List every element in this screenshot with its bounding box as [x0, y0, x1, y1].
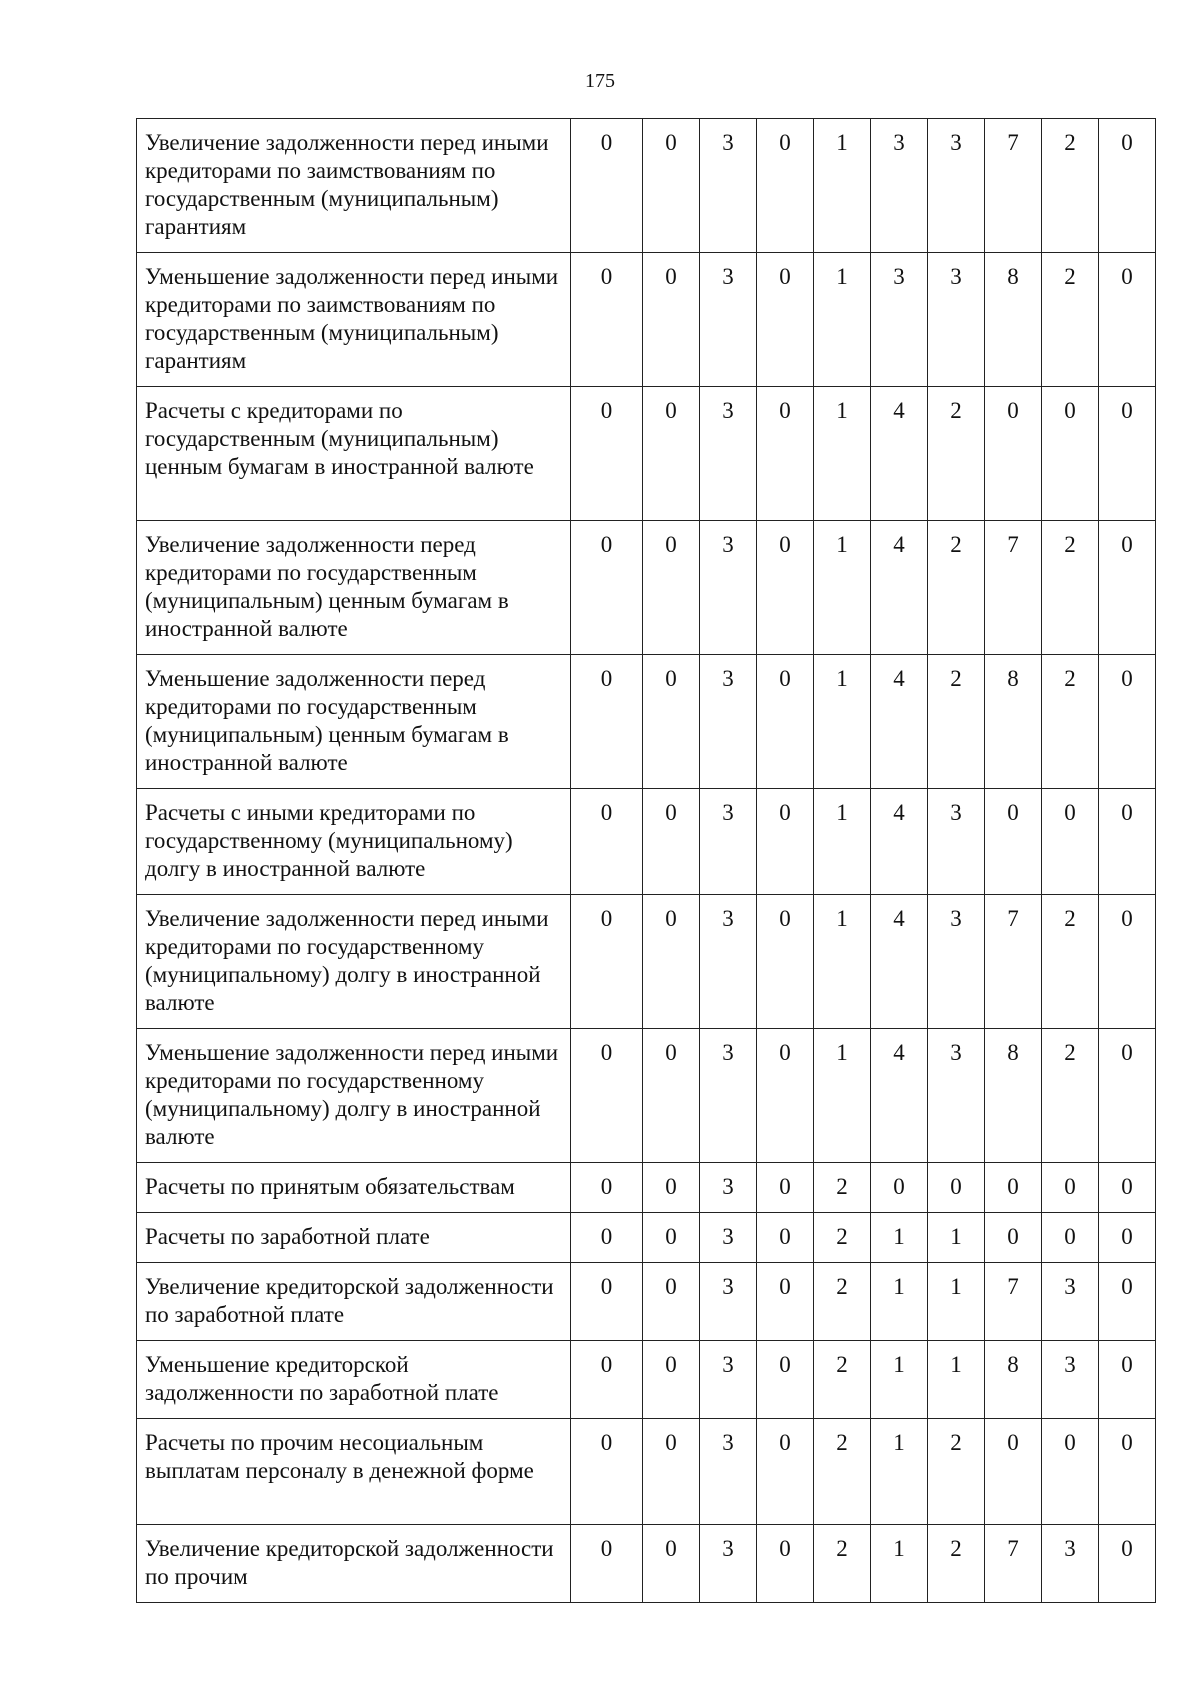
code-digit: 0	[1099, 895, 1156, 1029]
code-digit: 0	[1099, 521, 1156, 655]
code-digit: 0	[571, 1213, 643, 1263]
code-digit: 0	[1099, 1163, 1156, 1213]
code-digit: 0	[985, 1419, 1042, 1525]
code-digit: 2	[928, 1525, 985, 1603]
code-digit: 3	[700, 1341, 757, 1419]
row-description: Уменьшение задолженности перед иными кредиторами по государственному (муниципальному) долгу в иностранной валюте	[137, 1029, 571, 1163]
code-digit: 1	[928, 1341, 985, 1419]
code-digit: 7	[985, 1263, 1042, 1341]
code-digit: 2	[814, 1525, 871, 1603]
code-digit: 0	[643, 1341, 700, 1419]
code-digit: 0	[643, 119, 700, 253]
code-digit: 0	[1099, 1341, 1156, 1419]
code-digit: 1	[871, 1213, 928, 1263]
code-digit: 4	[871, 655, 928, 789]
row-description: Расчеты с кредиторами по государственным (муниципальным) ценным бумагам в иностранной валюте	[137, 387, 571, 521]
code-digit: 0	[571, 1263, 643, 1341]
code-digit: 0	[643, 521, 700, 655]
code-digit: 2	[814, 1341, 871, 1419]
table-row	[137, 1525, 1156, 1603]
code-digit: 2	[814, 1163, 871, 1213]
code-digit: 1	[814, 1029, 871, 1163]
code-digit: 0	[643, 1213, 700, 1263]
code-digit: 0	[571, 1525, 643, 1603]
table-row	[137, 895, 1156, 1029]
code-digit: 0	[1099, 119, 1156, 253]
account-codes-table	[136, 118, 1156, 1603]
table-row	[137, 655, 1156, 789]
code-digit: 0	[643, 1419, 700, 1525]
code-digit: 8	[985, 655, 1042, 789]
row-description: Увеличение задолженности перед иными кредиторами по заимствованиям по государственным (муниципальным) гарантиям	[137, 119, 571, 253]
code-digit: 0	[1042, 1213, 1099, 1263]
code-digit: 3	[700, 1213, 757, 1263]
code-digit: 2	[1042, 655, 1099, 789]
code-digit: 2	[928, 1419, 985, 1525]
table-row	[137, 1419, 1156, 1525]
table-row	[137, 1163, 1156, 1213]
code-digit: 0	[1099, 387, 1156, 521]
table-row	[137, 119, 1156, 253]
code-digit: 0	[643, 789, 700, 895]
code-digit: 2	[1042, 119, 1099, 253]
code-digit: 0	[571, 1163, 643, 1213]
code-digit: 0	[1099, 1029, 1156, 1163]
code-digit: 2	[1042, 521, 1099, 655]
code-digit: 0	[1042, 1163, 1099, 1213]
code-digit: 0	[928, 1163, 985, 1213]
code-digit: 1	[814, 895, 871, 1029]
code-digit: 0	[643, 895, 700, 1029]
page-number: 175	[585, 70, 615, 92]
code-digit: 3	[700, 1029, 757, 1163]
code-digit: 2	[1042, 895, 1099, 1029]
code-digit: 3	[700, 253, 757, 387]
code-digit: 0	[757, 253, 814, 387]
code-digit: 0	[571, 655, 643, 789]
code-digit: 0	[1042, 789, 1099, 895]
code-digit: 0	[1099, 1419, 1156, 1525]
table-row	[137, 1213, 1156, 1263]
code-digit: 0	[1099, 253, 1156, 387]
code-digit: 0	[1042, 1419, 1099, 1525]
table-row	[137, 1341, 1156, 1419]
code-digit: 0	[571, 1419, 643, 1525]
row-description: Уменьшение задолженности перед иными кредиторами по заимствованиям по государственным (муниципальным) гарантиям	[137, 253, 571, 387]
code-digit: 1	[814, 655, 871, 789]
code-digit: 7	[985, 895, 1042, 1029]
code-digit: 2	[814, 1263, 871, 1341]
code-digit: 0	[571, 789, 643, 895]
code-digit: 3	[700, 1419, 757, 1525]
code-digit: 3	[871, 119, 928, 253]
row-description: Расчеты по принятым обязательствам	[137, 1163, 571, 1213]
code-digit: 3	[1042, 1341, 1099, 1419]
code-digit: 0	[757, 655, 814, 789]
table-row	[137, 1029, 1156, 1163]
code-digit: 1	[928, 1263, 985, 1341]
code-digit: 3	[928, 119, 985, 253]
code-digit: 3	[700, 1263, 757, 1341]
code-digit: 0	[643, 253, 700, 387]
row-description: Уменьшение задолженности перед кредиторами по государственным (муниципальным) ценным бумагам в иностранной валюте	[137, 655, 571, 789]
code-digit: 3	[700, 521, 757, 655]
code-digit: 3	[700, 387, 757, 521]
code-digit: 0	[571, 253, 643, 387]
code-digit: 3	[700, 895, 757, 1029]
code-digit: 0	[643, 1163, 700, 1213]
row-description: Уменьшение кредиторской задолженности по заработной плате	[137, 1341, 571, 1419]
code-digit: 3	[700, 1525, 757, 1603]
code-digit: 0	[757, 1525, 814, 1603]
code-digit: 0	[757, 387, 814, 521]
code-digit: 1	[928, 1213, 985, 1263]
code-digit: 8	[985, 1029, 1042, 1163]
code-digit: 3	[700, 789, 757, 895]
code-digit: 4	[871, 387, 928, 521]
row-description: Расчеты по прочим несоциальным выплатам персоналу в денежной форме	[137, 1419, 571, 1525]
code-digit: 3	[871, 253, 928, 387]
code-digit: 8	[985, 1341, 1042, 1419]
code-digit: 3	[928, 895, 985, 1029]
table-row	[137, 789, 1156, 895]
code-digit: 3	[1042, 1263, 1099, 1341]
code-digit: 4	[871, 895, 928, 1029]
code-digit: 0	[571, 119, 643, 253]
code-digit: 0	[1042, 387, 1099, 521]
code-digit: 7	[985, 521, 1042, 655]
code-digit: 2	[928, 655, 985, 789]
code-digit: 7	[985, 119, 1042, 253]
code-digit: 0	[871, 1163, 928, 1213]
code-digit: 0	[757, 1263, 814, 1341]
code-digit: 0	[643, 1263, 700, 1341]
code-digit: 2	[1042, 1029, 1099, 1163]
code-digit: 0	[985, 1163, 1042, 1213]
code-digit: 0	[571, 387, 643, 521]
code-digit: 0	[757, 1163, 814, 1213]
code-digit: 4	[871, 1029, 928, 1163]
table-row	[137, 1263, 1156, 1341]
code-digit: 0	[757, 1213, 814, 1263]
table-body	[137, 119, 1156, 1603]
table-row	[137, 253, 1156, 387]
code-digit: 0	[1099, 1263, 1156, 1341]
code-digit: 3	[1042, 1525, 1099, 1603]
code-digit: 2	[814, 1419, 871, 1525]
code-digit: 0	[643, 1029, 700, 1163]
code-digit: 3	[700, 655, 757, 789]
row-description: Увеличение кредиторской задолженности по прочим	[137, 1525, 571, 1603]
code-digit: 1	[871, 1263, 928, 1341]
code-digit: 0	[1099, 1525, 1156, 1603]
code-digit: 0	[571, 521, 643, 655]
code-digit: 2	[928, 521, 985, 655]
code-digit: 1	[871, 1341, 928, 1419]
code-digit: 0	[757, 789, 814, 895]
table-row	[137, 521, 1156, 655]
code-digit: 1	[814, 521, 871, 655]
code-digit: 0	[571, 895, 643, 1029]
code-digit: 0	[985, 387, 1042, 521]
code-digit: 0	[571, 1341, 643, 1419]
code-digit: 0	[985, 1213, 1042, 1263]
row-description: Увеличение кредиторской задолженности по заработной плате	[137, 1263, 571, 1341]
row-description: Расчеты по заработной плате	[137, 1213, 571, 1263]
code-digit: 0	[1099, 655, 1156, 789]
code-digit: 0	[757, 1341, 814, 1419]
code-digit: 0	[643, 1525, 700, 1603]
table-row	[137, 387, 1156, 521]
code-digit: 1	[814, 387, 871, 521]
code-digit: 3	[928, 253, 985, 387]
code-digit: 0	[757, 521, 814, 655]
code-digit: 0	[643, 655, 700, 789]
code-digit: 3	[928, 789, 985, 895]
code-digit: 4	[871, 521, 928, 655]
code-digit: 0	[571, 1029, 643, 1163]
code-digit: 0	[1099, 789, 1156, 895]
code-digit: 3	[700, 119, 757, 253]
code-digit: 2	[1042, 253, 1099, 387]
code-digit: 0	[757, 1029, 814, 1163]
code-digit: 3	[928, 1029, 985, 1163]
row-description: Расчеты с иными кредиторами по государственному (муниципальному) долгу в иностранной валюте	[137, 789, 571, 895]
code-digit: 0	[757, 895, 814, 1029]
code-digit: 1	[814, 119, 871, 253]
code-digit: 2	[814, 1213, 871, 1263]
code-digit: 0	[643, 387, 700, 521]
code-digit: 0	[757, 119, 814, 253]
code-digit: 1	[814, 789, 871, 895]
code-digit: 7	[985, 1525, 1042, 1603]
code-digit: 0	[1099, 1213, 1156, 1263]
code-digit: 0	[985, 789, 1042, 895]
code-digit: 1	[814, 253, 871, 387]
code-digit: 8	[985, 253, 1042, 387]
code-digit: 4	[871, 789, 928, 895]
code-digit: 2	[928, 387, 985, 521]
code-digit: 1	[871, 1419, 928, 1525]
code-digit: 3	[700, 1163, 757, 1213]
row-description: Увеличение задолженности перед иными кредиторами по государственному (муниципальному) долгу в иностранной валюте	[137, 895, 571, 1029]
code-digit: 1	[871, 1525, 928, 1603]
row-description: Увеличение задолженности перед кредиторами по государственным (муниципальным) ценным бумагам в иностранной валюте	[137, 521, 571, 655]
code-digit: 0	[757, 1419, 814, 1525]
